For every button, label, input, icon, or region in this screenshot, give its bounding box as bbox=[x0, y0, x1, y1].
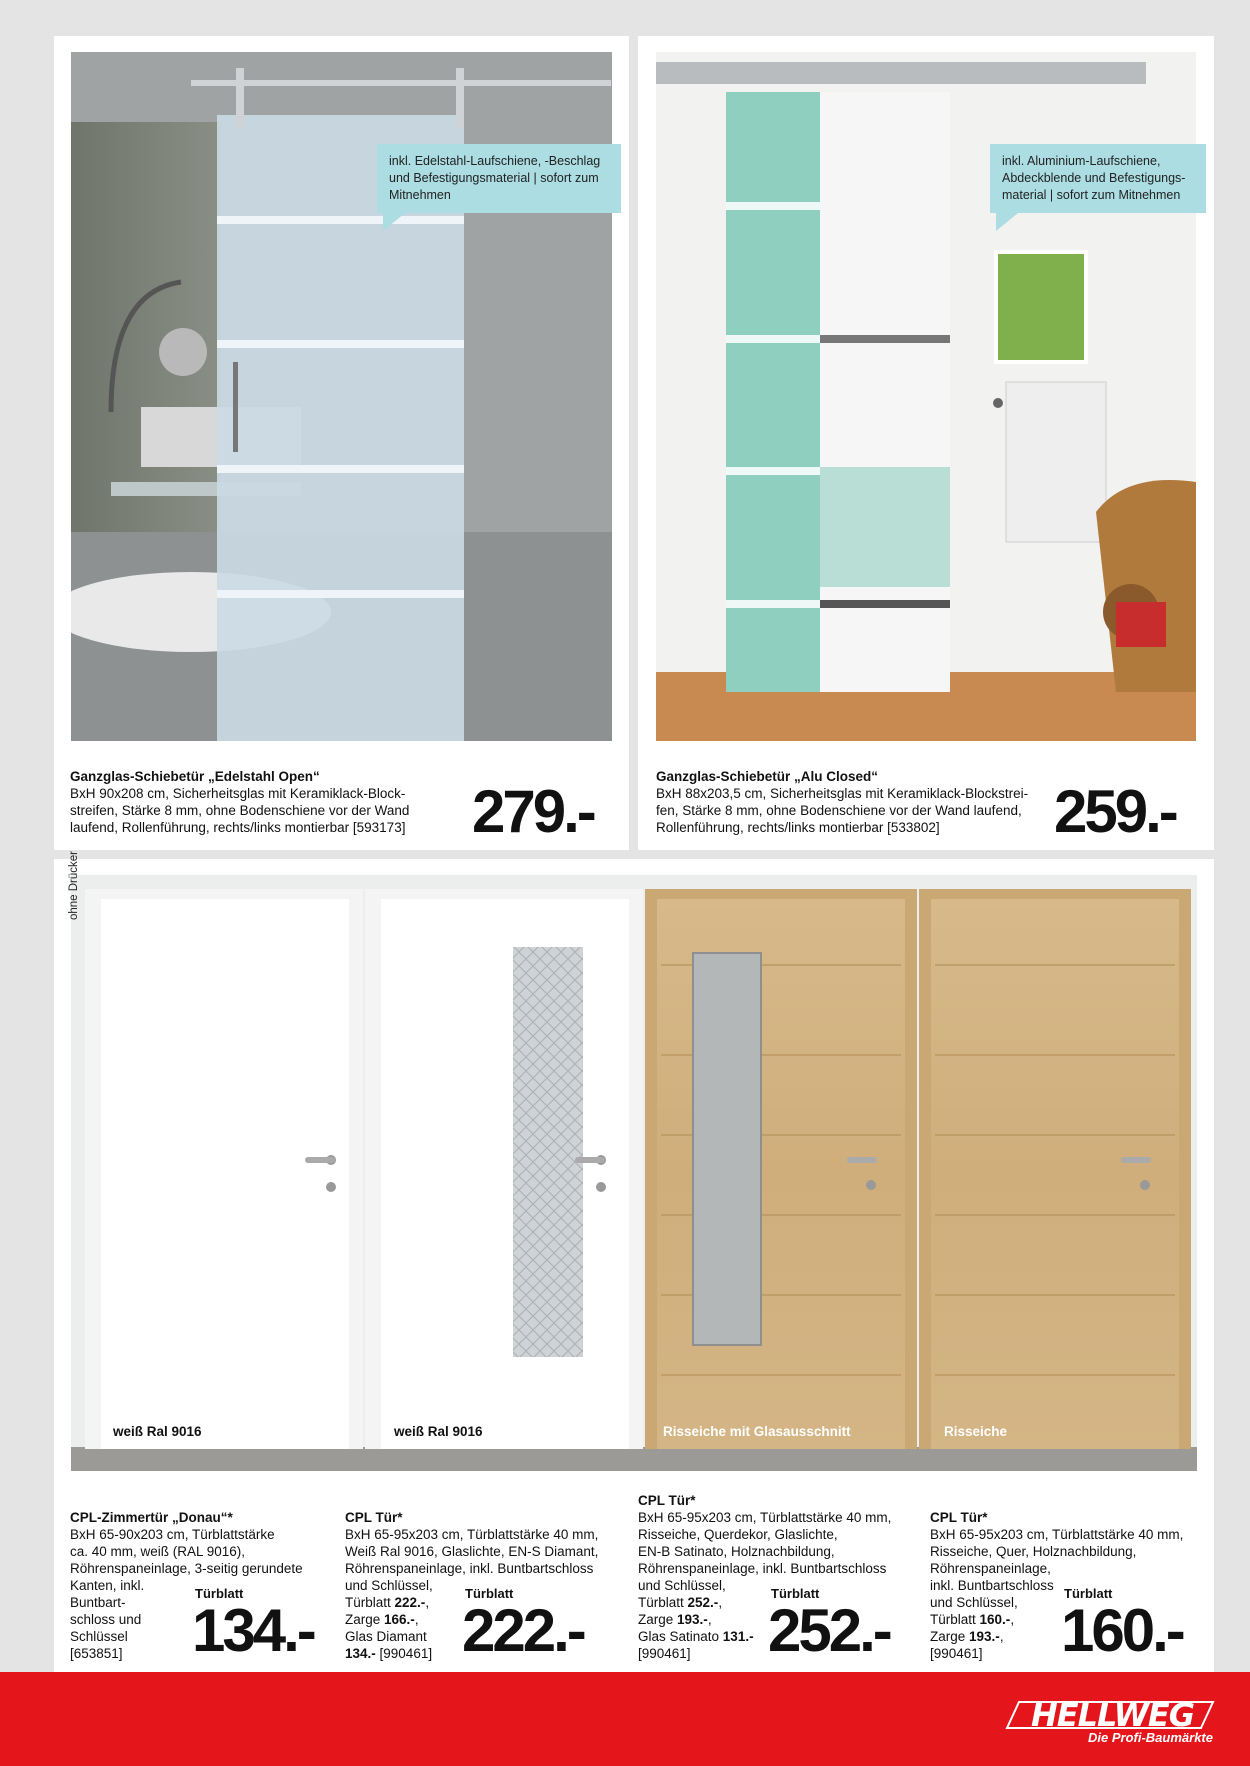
info-bubble bbox=[990, 144, 1206, 213]
product-desc-line: Weiß Ral 9016, Glaslichte, EN-S Diamant, bbox=[345, 1544, 599, 1559]
price-detail-line: Zarge 193.-, bbox=[930, 1629, 1004, 1644]
product-desc-line: und Schlüssel, bbox=[345, 1578, 433, 1593]
product-title: CPL Tür* bbox=[345, 1510, 403, 1525]
door-label: weiß Ral 9016 bbox=[394, 1424, 483, 1439]
product-title: CPL Tür* bbox=[638, 1493, 696, 1508]
product-title: Ganzglas-Schiebetür „Edelstahl Open“ bbox=[70, 769, 320, 784]
product-desc-line: streifen, Stärke 8 mm, ohne Bodenschiene vor der Wand bbox=[70, 803, 410, 818]
bubble-line: inkl. Edelstahl-Laufschiene, -Beschlag bbox=[389, 154, 601, 168]
turblatt-label: Türblatt bbox=[771, 1586, 820, 1601]
price-detail-line: Glas Satinato 131.- bbox=[638, 1629, 754, 1644]
product-desc-line: Risseiche, Quer, Holznachbildung, bbox=[930, 1544, 1137, 1559]
price-detail-line: Zarge 193.-, bbox=[638, 1612, 712, 1627]
product-desc-line: BxH 65-95x203 cm, Türblattstärke 40 mm, bbox=[345, 1527, 599, 1542]
door-label: Risseiche mit Glasausschnitt bbox=[663, 1424, 851, 1439]
product-desc-line: Rollenführung, rechts/links montierbar [533802] bbox=[656, 820, 940, 835]
product-title: CPL-Zimmertür „Donau“* bbox=[70, 1510, 233, 1525]
price-detail-line: Türblatt 222.-, bbox=[345, 1595, 430, 1610]
product-desc-line: schloss und bbox=[70, 1612, 142, 1627]
price-detail-line: [990461] bbox=[638, 1646, 691, 1661]
price: 259.- bbox=[1054, 778, 1176, 845]
product-panel-alu-closed bbox=[638, 36, 1214, 850]
product-desc-line: und Schlüssel, bbox=[638, 1578, 726, 1593]
interior-doors-photo bbox=[71, 875, 1197, 1471]
product-desc-line: Schlüssel bbox=[70, 1629, 128, 1644]
price: 222.- bbox=[462, 1597, 584, 1664]
door-label: Risseiche bbox=[944, 1424, 1008, 1439]
price: 279.- bbox=[472, 778, 594, 845]
price: 160.- bbox=[1061, 1597, 1183, 1664]
product-desc-line: Röhrenspaneinlage, inkl. Buntbartschloss bbox=[345, 1561, 594, 1576]
product-desc-line: und Schlüssel, bbox=[930, 1595, 1018, 1610]
price: 134.- bbox=[192, 1597, 314, 1664]
doors-illustration bbox=[71, 875, 1197, 1471]
brand-logo bbox=[1005, 1688, 1225, 1748]
price-detail-line: Zarge 166.-, bbox=[345, 1612, 419, 1627]
interior-doors-panel bbox=[54, 851, 1214, 1672]
product-desc-line: Röhrenspaneinlage, bbox=[930, 1561, 1051, 1576]
brand-tagline: Die Profi-Baumärkte bbox=[1088, 1730, 1213, 1745]
product-desc-line: Buntbart- bbox=[70, 1595, 126, 1610]
product-desc-line: EN-B Satinato, Holznachbildung, bbox=[638, 1544, 835, 1559]
price-detail-line: Türblatt 252.-, bbox=[638, 1595, 723, 1610]
turblatt-label: Türblatt bbox=[465, 1586, 514, 1601]
product-desc-line: BxH 88x203,5 cm, Sicherheitsglas mit Keramiklack-Blockstrei- bbox=[656, 786, 1029, 801]
bubble-line: inkl. Aluminium-Laufschiene, bbox=[1002, 154, 1161, 168]
product-desc-line: BxH 90x208 cm, Sicherheitsglas mit Keramiklack-Block- bbox=[70, 786, 406, 801]
bubble-line: und Befestigungsmaterial | sofort zum bbox=[389, 171, 599, 185]
product-desc-line: laufend, Rollenführung, rechts/links montierbar [593173] bbox=[70, 820, 406, 835]
brand-name: HELLWEG bbox=[1030, 1696, 1195, 1734]
product-desc-line: Röhrenspaneinlage, 3-seitig gerundete bbox=[70, 1561, 303, 1576]
product-desc-line: Risseiche, Querdekor, Glaslichte, bbox=[638, 1527, 838, 1542]
price-detail-line: Türblatt 160.-, bbox=[930, 1612, 1015, 1627]
info-bubble bbox=[377, 144, 621, 213]
product-desc-line: [653851] bbox=[70, 1646, 123, 1661]
product-desc-line: BxH 65-95x203 cm, Türblattstärke 40 mm, bbox=[930, 1527, 1184, 1542]
price: 252.- bbox=[768, 1597, 890, 1664]
footer-bar bbox=[0, 1672, 1250, 1766]
price-detail-line: 134.- [990461] bbox=[345, 1646, 433, 1661]
bubble-line: Abdeckblende und Befestigungs- bbox=[1002, 171, 1186, 185]
product-desc-line: Röhrenspaneinlage, inkl. Buntbartschloss bbox=[638, 1561, 887, 1576]
turblatt-label: Türblatt bbox=[195, 1586, 244, 1601]
product-desc-line: Kanten, inkl. bbox=[70, 1578, 145, 1593]
product-desc-line: fen, Stärke 8 mm, ohne Bodenschiene vor der Wand laufend, bbox=[656, 803, 1022, 818]
door-label: weiß Ral 9016 bbox=[113, 1424, 202, 1439]
bubble-tail bbox=[383, 213, 405, 231]
product-desc-line: ca. 40 mm, weiß (RAL 9016), bbox=[70, 1544, 246, 1559]
product-title: CPL Tür* bbox=[930, 1510, 988, 1525]
vertical-note: ohne Drücker bbox=[68, 851, 80, 921]
bubble-tail bbox=[996, 213, 1018, 231]
product-desc-line: BxH 65-90x203 cm, Türblattstärke bbox=[70, 1527, 275, 1542]
price-detail-line: [990461] bbox=[930, 1646, 983, 1661]
turblatt-label: Türblatt bbox=[1064, 1586, 1113, 1601]
bubble-line: Mitnehmen bbox=[389, 188, 451, 202]
product-panel-edelstahl-open bbox=[54, 36, 629, 850]
price-detail-line: Glas Diamant bbox=[345, 1629, 427, 1644]
product-desc-line: inkl. Buntbartschloss bbox=[930, 1578, 1054, 1593]
product-title: Ganzglas-Schiebetür „Alu Closed“ bbox=[656, 769, 879, 784]
product-desc-line: BxH 65-95x203 cm, Türblattstärke 40 mm, bbox=[638, 1510, 892, 1525]
bubble-line: material | sofort zum Mitnehmen bbox=[1002, 188, 1181, 202]
